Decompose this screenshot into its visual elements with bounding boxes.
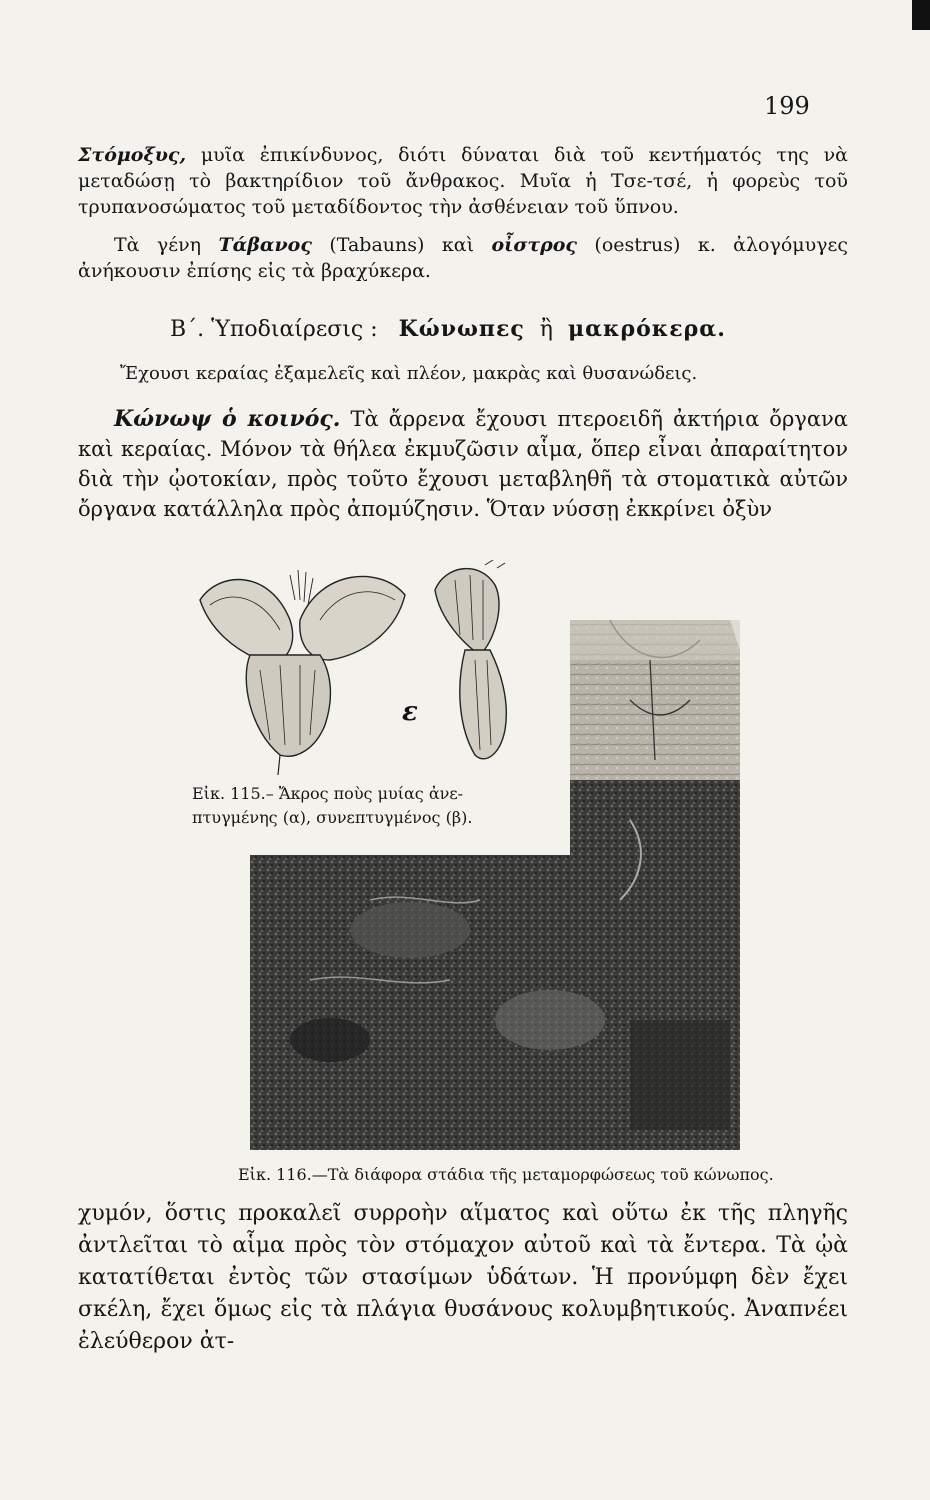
photo-water-scene (250, 780, 740, 1150)
section-heading (170, 316, 726, 342)
page-number: 199 (764, 92, 810, 120)
paragraph-konops-text: Τὰ ἄρρενα ἔχουσι πτεροειδῆ ἀκτήρια ὄργανα καὶ κεραίας. Μόνον τὰ θήλεα ἐκμυζῶσιν αἷμα, ὅπερ εἶναι ἀπαραίτητον διὰ τὴν ᾠοτοκίαν, πρὸς τοῦτο ἔχουσι μεταβληθῆ τὰ στοματικὰ αὐτῶν ὄργανα κατάλληλα πρὸς ἀπομύζησιν. Ὅταν νύσσῃ ἐκκρίνει ὀξὺν (78, 407, 848, 521)
paragraph-continuation: χυμόν, ὅστις προκαλεῖ συρροὴν αἵματος καὶ οὕτω ἐκ τῆς πληγῆς ἀντλεῖται τὸ αἷμα πρὸς τὸν στόμαχον αὐτοῦ καὶ τὰ ἔντερα. Τὰ ᾠὰ κατατίθεται ἐντὸς τῶν στασίμων ὑδάτων. Ἡ προνύμφη δὲν ἔχει σκέλη, ἔχει ὅμως εἰς τὰ πλάγια θυσάνους κολυμβητικούς. Ἀναπνέει ἐλεύθερον ἀτ- (78, 1201, 848, 1354)
section-heading-title: Κώνωπες (398, 316, 525, 342)
term-stomoxys: Στόμοξυς, (78, 144, 187, 166)
section-heading-prefix: Β΄. Ὑποδιαίρεσις : (170, 317, 378, 342)
term-tabanos: Τάβανος (218, 234, 312, 256)
term-konops: Κώνωψ ὁ κοινός. (114, 406, 341, 432)
section-intro: Ἔχουσι κεραίας ἐξαμελεῖς καὶ πλέον, μακρὰς καὶ θυσανώδεις. (120, 363, 698, 384)
paragraph-stomoxys (78, 142, 848, 220)
paragraph-konops (78, 404, 848, 524)
figure-115-label: ε (402, 697, 418, 727)
term-oistros: οἶστρος (491, 234, 577, 256)
figure-115-caption-line2: πτυγμένης (α), συνεπτυγμένος (β). (192, 808, 473, 827)
figure-115-caption-line1: Εἰκ. 115.– Ἄκρος ποὺς μυίας ἀνε- (192, 784, 464, 803)
figure-116-photo (250, 620, 750, 1150)
genera-text-2: (Tabauns) καὶ (311, 234, 492, 256)
genera-text-1: Τὰ γένη (114, 234, 219, 256)
section-heading-connector: ἢ (539, 317, 553, 342)
page-corner-shadow (912, 0, 930, 30)
figure-116-caption: Εἰκ. 116.—Τὰ διάφορα στάδια τῆς μεταμορφώσεως τοῦ κώνωπος. (238, 1165, 774, 1184)
paragraph-genera (78, 232, 848, 284)
genera-text-3: (oestrus) κ. ἀλογόμυγες ἀνήκουσιν ἐπίσης εἰς τὰ βραχύκερα. (78, 234, 849, 282)
paragraph-stomoxys-text: μυῖα ἐπικίνδυνος, διότι δύναται διὰ τοῦ κεντήματός της νὰ μεταδώσῃ τὸ βακτηρίδιον τοῦ ἄνθρακος. Μυῖα ἡ Τσε-τσέ, ἡ φορεὺς τοῦ τρυπανοσώματος τοῦ μεταδίδοντος τὴν ἀσθένειαν τοῦ ὕπνου. (78, 144, 848, 218)
section-heading-subtitle: μακρόκερα. (567, 316, 726, 342)
